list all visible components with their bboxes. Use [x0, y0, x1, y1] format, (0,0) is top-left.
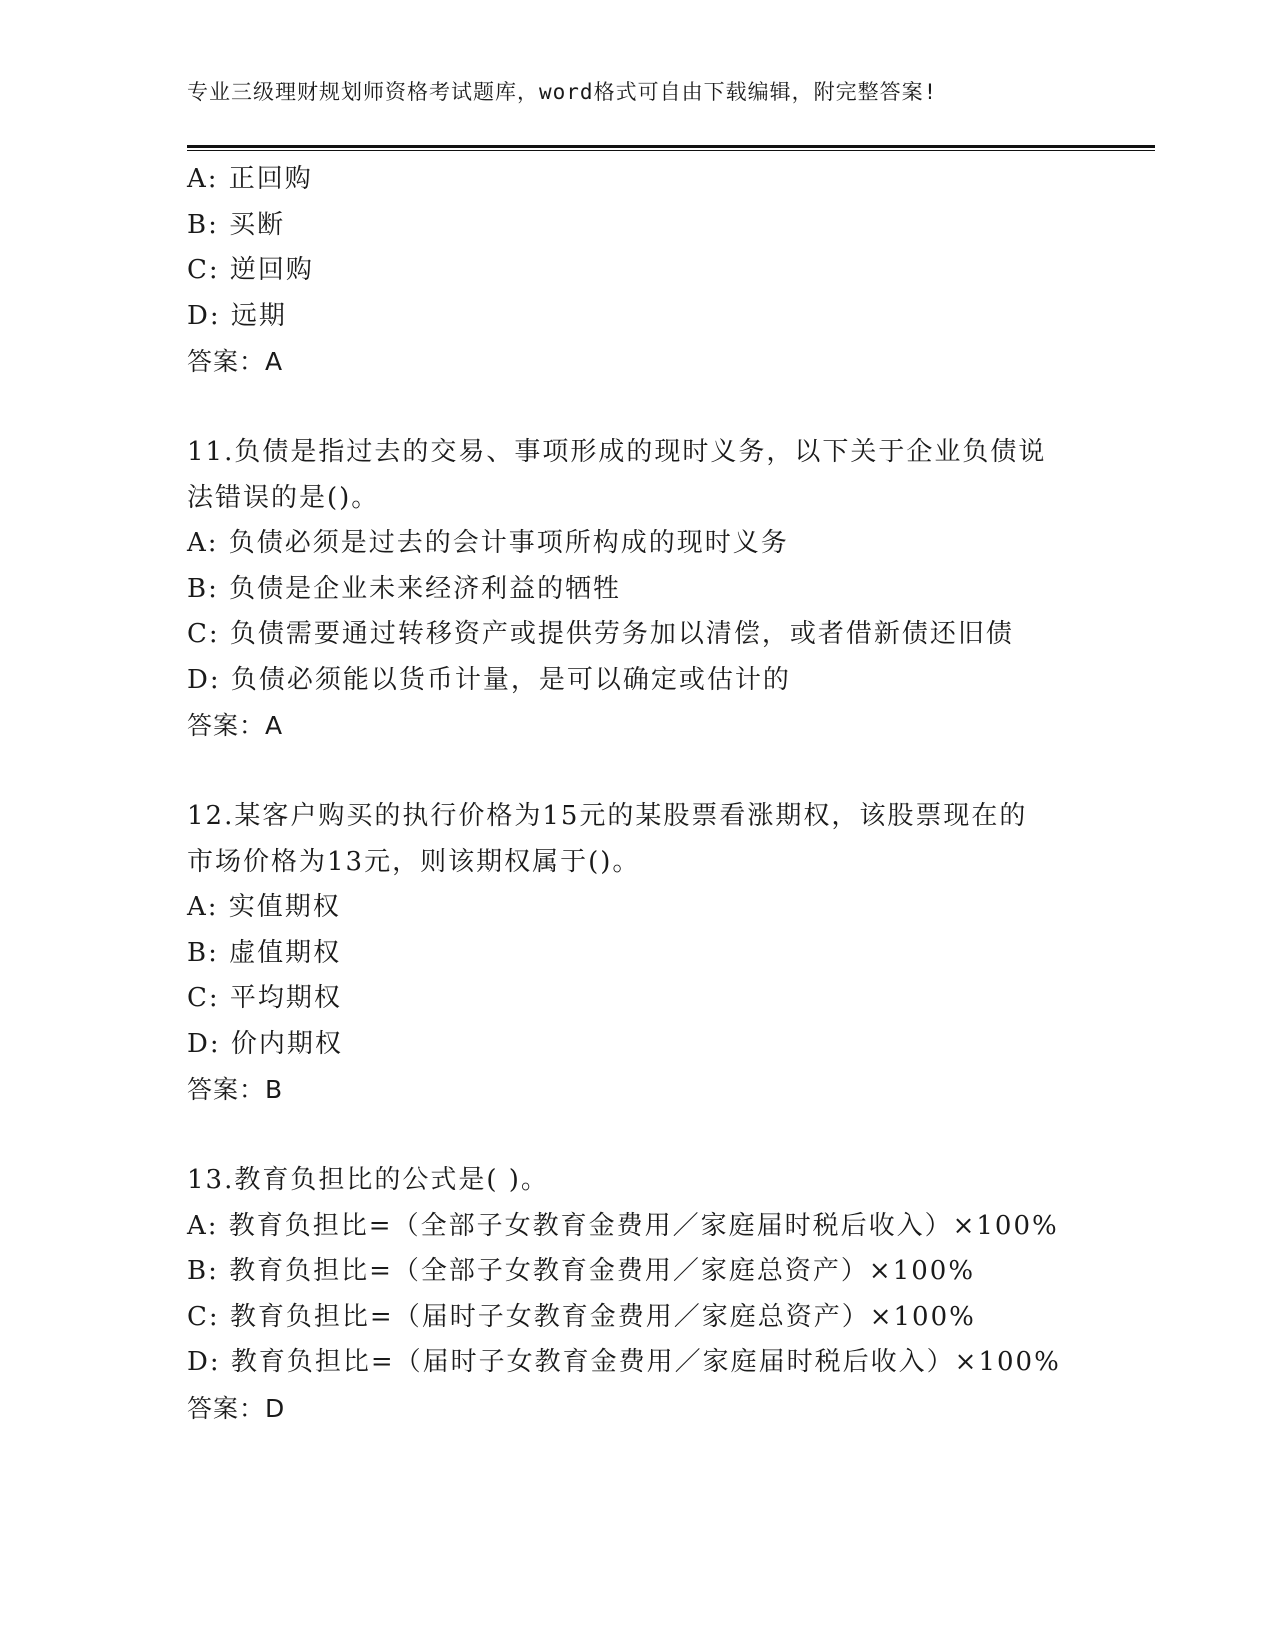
- option-a: A: 负债必须是过去的会计事项所构成的现时义务: [187, 528, 789, 558]
- question-stem-line-2: 市场价格为13元，则该期权属于()。: [187, 846, 641, 877]
- option-c: C: 教育负担比=（届时子女教育金费用／家庭总资产）×100%: [187, 1301, 976, 1332]
- option-d: D: 负债必须能以货币计量，是可以确定或估计的: [187, 664, 791, 695]
- spacer: [187, 1113, 1087, 1159]
- question-12: [187, 794, 1087, 1113]
- option-c: C: 平均期权: [187, 983, 342, 1013]
- option-a: A: 正回购: [187, 164, 313, 194]
- option-b: B: 买断: [187, 209, 286, 240]
- option-b: B: 负债是企业未来经济利益的牺牲: [187, 573, 622, 604]
- answer-line: 答案：A: [187, 347, 284, 376]
- question-11: [187, 430, 1087, 749]
- answer-line: 答案：B: [187, 1075, 284, 1104]
- option-a: A: 教育负担比=（全部子女教育金费用／家庭届时税后收入）×100%: [187, 1210, 1059, 1241]
- spacer: [187, 385, 1087, 431]
- option-d: D: 价内期权: [187, 1028, 343, 1059]
- header-rule-thin: [187, 150, 1155, 151]
- question-stem-line-1: 11.负债是指过去的交易、事项形成的现时义务，以下关于企业负债说: [187, 437, 1047, 467]
- option-c: C: 负债需要通过转移资产或提供劳务加以清偿，或者借新债还旧债: [187, 619, 1014, 649]
- question-stem-line-2: 法错误的是()。: [187, 482, 380, 513]
- question-13: [187, 1158, 1087, 1431]
- option-b: B: 虚值期权: [187, 937, 342, 968]
- option-b: B: 教育负担比=（全部子女教育金费用／家庭总资产）×100%: [187, 1256, 976, 1286]
- document-body: [187, 157, 1087, 1431]
- header-rule-thick: [187, 145, 1155, 148]
- question-stem-line-1: 12.某客户购买的执行价格为15元的某股票看涨期权，该股票现在的: [187, 801, 1028, 831]
- question-10: [187, 157, 1087, 385]
- option-a: A: 实值期权: [187, 892, 341, 922]
- document-header: 专业三级理财规划师资格考试题库，word格式可自由下载编辑，附完整答案!: [187, 80, 938, 104]
- answer-line: 答案：D: [187, 1393, 286, 1423]
- spacer: [187, 749, 1087, 795]
- option-c: C: 逆回购: [187, 255, 314, 285]
- option-d: D: 远期: [187, 300, 287, 331]
- option-d: D: 教育负担比=（届时子女教育金费用／家庭届时税后收入）×100%: [187, 1347, 1061, 1377]
- answer-line: 答案：A: [187, 711, 284, 740]
- question-stem-line-1: 13.教育负担比的公式是( )。: [187, 1165, 549, 1195]
